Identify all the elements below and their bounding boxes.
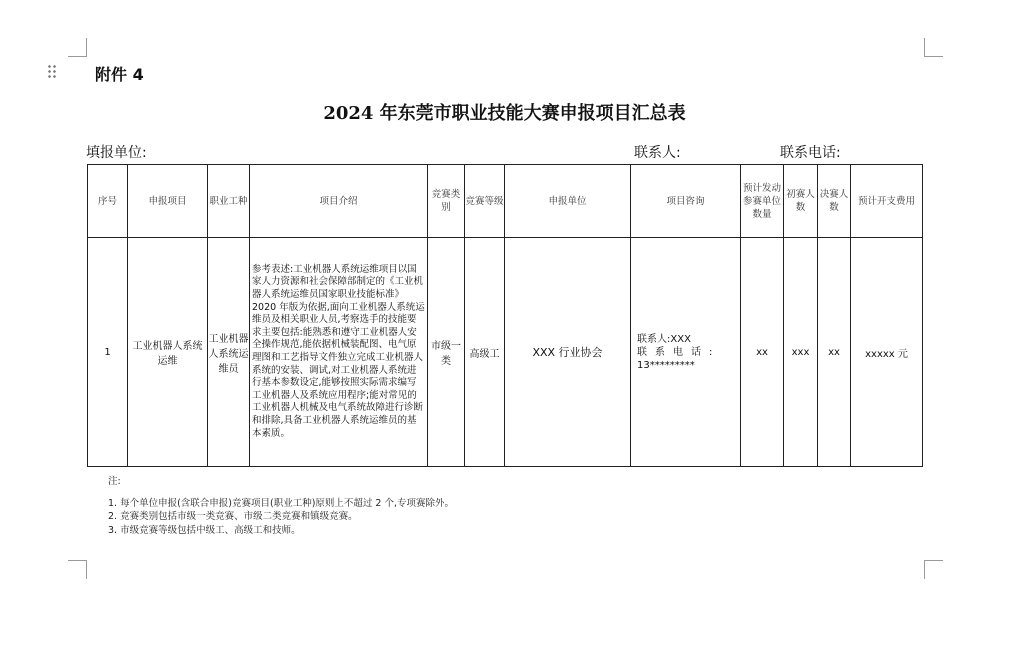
consult-phone: 13********* — [637, 359, 695, 371]
header-project: 申报项目 — [128, 165, 208, 238]
attachment-label: 附件 4 — [95, 65, 144, 84]
cell-category: 市级一类 — [428, 238, 465, 467]
crop-mark-top-left — [68, 38, 87, 57]
header-consult: 项目咨询 — [631, 165, 741, 238]
fill-contact-label: 联系人: — [634, 145, 681, 161]
crop-mark-bottom-left — [68, 560, 87, 579]
header-intro: 项目介绍 — [250, 165, 428, 238]
cell-intro: 参考表述:工业机器人系统运维项目以国家人力资源和社会保障部制定的《工业机器人系统运维员国家职业技能标准》2020 年版为依据,面向工业机器人系统运维员及相关职业人员,考察选手的技能要求主要包括:能熟悉和遵守工业机器人安全操作规范,能依据机械装配图、电气原理图和工艺指导文件独立完成工业机器人系统的安装、调试,对工业机器人系统进行基本参数设定,能够按照实际需求编写工业机器人及系统应用程序;能对常见的工业机器人机械及电气系统故障进行诊断和排除,具备工业机器人系统运维员的基本素质。 — [250, 238, 428, 467]
header-prelim: 初赛人数 — [784, 165, 818, 238]
cell-unit: XXX 行业协会 — [505, 238, 631, 467]
note-item: 3. 市级竞赛等级包括中级工、高级工和技师。 — [108, 524, 301, 536]
cell-consult — [631, 238, 741, 467]
table-header-row — [88, 165, 923, 238]
header-unit: 申报单位 — [505, 165, 631, 238]
cell-units-count: xx — [741, 238, 784, 467]
consult-phone-label: 联系电话: — [637, 346, 721, 358]
cell-cost: xxxxx 元 — [851, 238, 923, 467]
header-occupation: 职业工种 — [208, 165, 250, 238]
cell-final: xx — [818, 238, 851, 467]
header-level: 竞赛等级 — [465, 165, 505, 238]
note-item: 1. 每个单位申报(含联合申报)竞赛项目(职业工种)原则上不超过 2 个,专项赛除外。 — [108, 497, 455, 509]
cell-project: 工业机器人系统运维 — [128, 238, 208, 467]
cell-prelim: xxx — [784, 238, 818, 467]
header-cost: 预计开支费用 — [851, 165, 923, 238]
drag-handle-icon[interactable] — [47, 64, 57, 78]
notes — [108, 475, 454, 537]
fill-phone-label: 联系电话: — [780, 145, 841, 161]
summary-table — [87, 164, 923, 467]
header-final: 决赛人数 — [818, 165, 851, 238]
note-item: 2. 竞赛类别包括市级一类竞赛、市级二类竞赛和镇级竞赛。 — [108, 511, 358, 522]
consult-contact: 联系人:XXX — [637, 333, 691, 345]
table-row — [88, 238, 923, 467]
notes-head: 注: — [108, 476, 121, 487]
fill-unit-label: 填报单位: — [86, 145, 147, 161]
cell-no: 1 — [88, 238, 128, 467]
cell-level: 高级工 — [465, 238, 505, 467]
cell-occupation: 工业机器人系统运维员 — [208, 238, 250, 467]
page-title: 2024 年东莞市职业技能大赛申报项目汇总表 — [323, 103, 686, 124]
header-no: 序号 — [88, 165, 128, 238]
header-units-count: 预计发动参赛单位数量 — [741, 165, 784, 238]
header-category: 竞赛类别 — [428, 165, 465, 238]
crop-mark-top-right — [924, 38, 943, 57]
crop-mark-bottom-right — [924, 560, 943, 579]
